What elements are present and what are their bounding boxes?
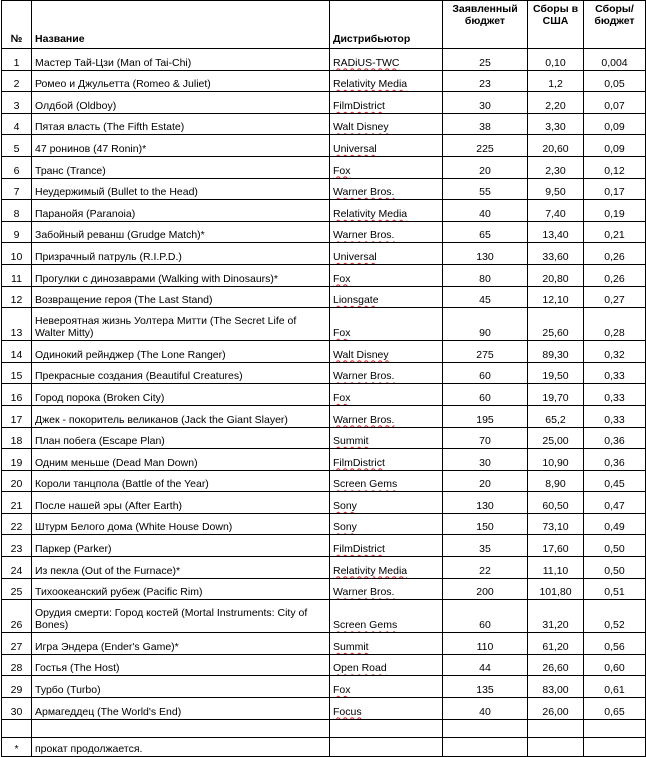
cell-us-gross: 19,70 [528,384,584,406]
table-row [2,449,646,471]
cell-ratio: 0,33 [584,405,646,427]
table-row [2,221,646,243]
cell-ratio: 0,52 [584,600,646,633]
cell-ratio: 0,26 [584,243,646,265]
cell-title: Возвращение героя (The Last Stand) [32,286,330,308]
cell-ratio: 0,05 [584,70,646,92]
table-row [2,178,646,200]
table-row [2,698,646,720]
cell-budget: 40 [443,200,528,222]
cell-distributor: Walt Disney [330,113,443,135]
cell-us-gross: 8,90 [528,470,584,492]
cell-ratio: 0,32 [584,341,646,363]
cell-title: Турбо (Turbo) [32,676,330,698]
cell-ratio: 0,49 [584,513,646,535]
cell-budget: 65 [443,221,528,243]
cell-num: 25 [2,578,32,600]
table-row [2,362,646,384]
cell-us-gross: 65,2 [528,405,584,427]
cell-budget: 150 [443,513,528,535]
cell-num: 18 [2,427,32,449]
cell-us-gross: 20,80 [528,264,584,286]
cell-ratio: 0,27 [584,286,646,308]
cell-us-gross: 25,00 [528,427,584,449]
cell-budget: 40 [443,698,528,720]
cell-title: Забойный реванш (Grudge Match)* [32,221,330,243]
cell-distributor: Warner Bros. [330,362,443,384]
cell-title: Тихоокеанский рубеж (Pacific Rim) [32,578,330,600]
cell-budget: 60 [443,362,528,384]
cell-ratio: 0,47 [584,492,646,514]
cell-num: 24 [2,557,32,579]
table-row [2,264,646,286]
table-row [2,135,646,157]
cell-title: После нашей эры (After Earth) [32,492,330,514]
cell-title: Ромео и Джульетта (Romeo & Juliet) [32,70,330,92]
cell-ratio: 0,65 [584,698,646,720]
table-row [2,405,646,427]
cell-budget: 225 [443,135,528,157]
cell-distributor: Fox [330,384,443,406]
cell-num: 2 [2,70,32,92]
cell-title: Короли танцпола (Battle of the Year) [32,470,330,492]
cell-distributor: Relativity Media [330,557,443,579]
cell-us-gross: 61,20 [528,633,584,655]
cell-num: 23 [2,535,32,557]
footnote-marker: * [2,737,32,756]
cell-distributor: Relativity Media [330,70,443,92]
cell-us-gross: 1,2 [528,70,584,92]
cell-title: Паранойя (Paranoia) [32,200,330,222]
table-row [2,557,646,579]
cell-budget: 135 [443,676,528,698]
cell-num: 28 [2,654,32,676]
cell-us-gross: 11,10 [528,557,584,579]
table-row [2,70,646,92]
cell-distributor: FilmDistrict [330,92,443,114]
cell-budget: 45 [443,286,528,308]
footnote-row [2,737,646,756]
cell-num: 7 [2,178,32,200]
cell-num: 21 [2,492,32,514]
cell-distributor: Open Road [330,654,443,676]
cell-title: Прогулки с динозаврами (Walking with Dinosaurs)* [32,264,330,286]
cell-us-gross: 26,00 [528,698,584,720]
cell-title: Невероятная жизнь Уолтера Митти (The Secret Life of Walter Mitty) [32,308,330,341]
cell-title: Олдбой (Oldboy) [32,92,330,114]
cell-distributor: Fox [330,308,443,341]
cell-num: 17 [2,405,32,427]
table-row [2,470,646,492]
table-row [2,156,646,178]
cell-budget: 38 [443,113,528,135]
cell-ratio: 0,36 [584,449,646,471]
cell-us-gross: 9,50 [528,178,584,200]
cell-distributor: FilmDistrict [330,535,443,557]
cell-ratio: 0,004 [584,49,646,71]
cell-budget: 80 [443,264,528,286]
cell-budget: 275 [443,341,528,363]
cell-title: Город порока (Broken City) [32,384,330,406]
cell-us-gross: 25,60 [528,308,584,341]
cell-budget: 30 [443,449,528,471]
cell-us-gross: 101,80 [528,578,584,600]
cell-us-gross: 12,10 [528,286,584,308]
table-row [2,578,646,600]
cell-budget: 200 [443,578,528,600]
cell-num: 14 [2,341,32,363]
blank-row [2,719,646,737]
cell-distributor: Lionsgate [330,286,443,308]
cell-ratio: 0,36 [584,427,646,449]
cell-num: 9 [2,221,32,243]
cell-distributor: Warner Bros. [330,578,443,600]
table-row [2,535,646,557]
cell-distributor: Summit [330,633,443,655]
cell-distributor: Relativity Media [330,200,443,222]
cell-num: 5 [2,135,32,157]
cell-distributor: Screen Gems [330,600,443,633]
cell-budget: 30 [443,92,528,114]
cell-budget: 90 [443,308,528,341]
cell-ratio: 0,50 [584,557,646,579]
cell-us-gross: 33,60 [528,243,584,265]
header-us-gross: Сборы в США [528,1,584,49]
cell-distributor: Universal [330,135,443,157]
cell-us-gross: 2,20 [528,92,584,114]
cell-us-gross: 13,40 [528,221,584,243]
cell-budget: 20 [443,156,528,178]
table-body [2,49,646,720]
table-row [2,600,646,633]
table-row [2,384,646,406]
cell-num: 10 [2,243,32,265]
cell-ratio: 0,33 [584,362,646,384]
cell-distributor: Screen Gems [330,470,443,492]
cell-num: 11 [2,264,32,286]
cell-distributor: Sony [330,492,443,514]
cell-budget: 23 [443,70,528,92]
cell-num: 20 [2,470,32,492]
cell-title: 47 ронинов (47 Ronin)* [32,135,330,157]
cell-num: 26 [2,600,32,633]
cell-ratio: 0,21 [584,221,646,243]
table-row [2,308,646,341]
cell-distributor: Walt Disney [330,341,443,363]
table-row [2,341,646,363]
cell-us-gross: 89,30 [528,341,584,363]
table-row [2,286,646,308]
cell-ratio: 0,33 [584,384,646,406]
cell-title: Неудержимый (Bullet to the Head) [32,178,330,200]
cell-ratio: 0,07 [584,92,646,114]
box-office-table [1,0,646,757]
cell-title: Мастер Тай-Цзи (Man of Tai-Chi) [32,49,330,71]
cell-distributor: RADiUS-TWC [330,49,443,71]
cell-ratio: 0,61 [584,676,646,698]
cell-us-gross: 19,50 [528,362,584,384]
cell-us-gross: 10,90 [528,449,584,471]
cell-budget: 70 [443,427,528,449]
cell-ratio: 0,45 [584,470,646,492]
cell-budget: 60 [443,384,528,406]
cell-us-gross: 0,10 [528,49,584,71]
cell-budget: 44 [443,654,528,676]
cell-budget: 25 [443,49,528,71]
cell-title: Одинокий рейнджер (The Lone Ranger) [32,341,330,363]
cell-ratio: 0,09 [584,135,646,157]
cell-us-gross: 83,00 [528,676,584,698]
cell-us-gross: 73,10 [528,513,584,535]
cell-ratio: 0,19 [584,200,646,222]
table-row [2,243,646,265]
cell-num: 29 [2,676,32,698]
cell-distributor: Summit [330,427,443,449]
table-row [2,113,646,135]
cell-us-gross: 2,30 [528,156,584,178]
table-row [2,654,646,676]
cell-num: 4 [2,113,32,135]
cell-num: 19 [2,449,32,471]
cell-ratio: 0,51 [584,578,646,600]
cell-num: 6 [2,156,32,178]
cell-title: Паркер (Parker) [32,535,330,557]
table-row [2,49,646,71]
table-row [2,427,646,449]
cell-num: 30 [2,698,32,720]
cell-title: Джек - покоритель великанов (Jack the Giant Slayer) [32,405,330,427]
cell-ratio: 0,12 [584,156,646,178]
cell-us-gross: 60,50 [528,492,584,514]
cell-distributor: FilmDistrict [330,449,443,471]
cell-num: 15 [2,362,32,384]
cell-budget: 55 [443,178,528,200]
header-distributor: Дистрибьютор [330,1,443,49]
cell-num: 22 [2,513,32,535]
header-budget: Заявленный бюджет [443,1,528,49]
cell-ratio: 0,26 [584,264,646,286]
cell-num: 8 [2,200,32,222]
cell-num: 1 [2,49,32,71]
table-row [2,513,646,535]
cell-budget: 22 [443,557,528,579]
table-row [2,633,646,655]
cell-distributor: Focus [330,698,443,720]
cell-us-gross: 26,60 [528,654,584,676]
cell-distributor: Warner Bros. [330,178,443,200]
cell-ratio: 0,50 [584,535,646,557]
cell-ratio: 0,28 [584,308,646,341]
cell-budget: 130 [443,243,528,265]
cell-us-gross: 17,60 [528,535,584,557]
cell-ratio: 0,60 [584,654,646,676]
cell-ratio: 0,17 [584,178,646,200]
table-row [2,492,646,514]
cell-budget: 195 [443,405,528,427]
cell-title: Транс (Trance) [32,156,330,178]
cell-us-gross: 7,40 [528,200,584,222]
cell-num: 16 [2,384,32,406]
table-row [2,676,646,698]
cell-distributor: Fox [330,676,443,698]
cell-distributor: Fox [330,264,443,286]
cell-distributor: Universal [330,243,443,265]
cell-distributor: Sony [330,513,443,535]
cell-title: Штурм Белого дома (White House Down) [32,513,330,535]
cell-title: Одним меньше (Dead Man Down) [32,449,330,471]
cell-title: Гостья (The Host) [32,654,330,676]
cell-us-gross: 31,20 [528,600,584,633]
cell-num: 3 [2,92,32,114]
table-row [2,92,646,114]
cell-title: Прекрасные создания (Beautiful Creatures) [32,362,330,384]
cell-budget: 20 [443,470,528,492]
header-ratio: Сборы/ бюджет [584,1,646,49]
cell-budget: 130 [443,492,528,514]
cell-distributor: Fox [330,156,443,178]
cell-budget: 60 [443,600,528,633]
cell-title: Пятая власть (The Fifth Estate) [32,113,330,135]
cell-budget: 110 [443,633,528,655]
cell-distributor: Warner Bros. [330,221,443,243]
footnote-text: прокат продолжается. [32,737,330,756]
cell-us-gross: 20,60 [528,135,584,157]
cell-title: Из пекла (Out of the Furnace)* [32,557,330,579]
cell-num: 12 [2,286,32,308]
cell-us-gross: 3,30 [528,113,584,135]
cell-ratio: 0,09 [584,113,646,135]
cell-title: Призрачный патруль (R.I.P.D.) [32,243,330,265]
cell-title: Армагеддец (The World's End) [32,698,330,720]
cell-title: План побега (Escape Plan) [32,427,330,449]
table-row [2,200,646,222]
cell-ratio: 0,56 [584,633,646,655]
header-title: Название [32,1,330,49]
cell-title: Игра Эндера (Ender's Game)* [32,633,330,655]
cell-num: 27 [2,633,32,655]
cell-budget: 35 [443,535,528,557]
header-num: № [2,1,32,49]
header-row [2,1,646,49]
cell-num: 13 [2,308,32,341]
cell-title: Орудия смерти: Город костей (Mortal Instruments: City of Bones) [32,600,330,633]
cell-distributor: Warner Bros. [330,405,443,427]
